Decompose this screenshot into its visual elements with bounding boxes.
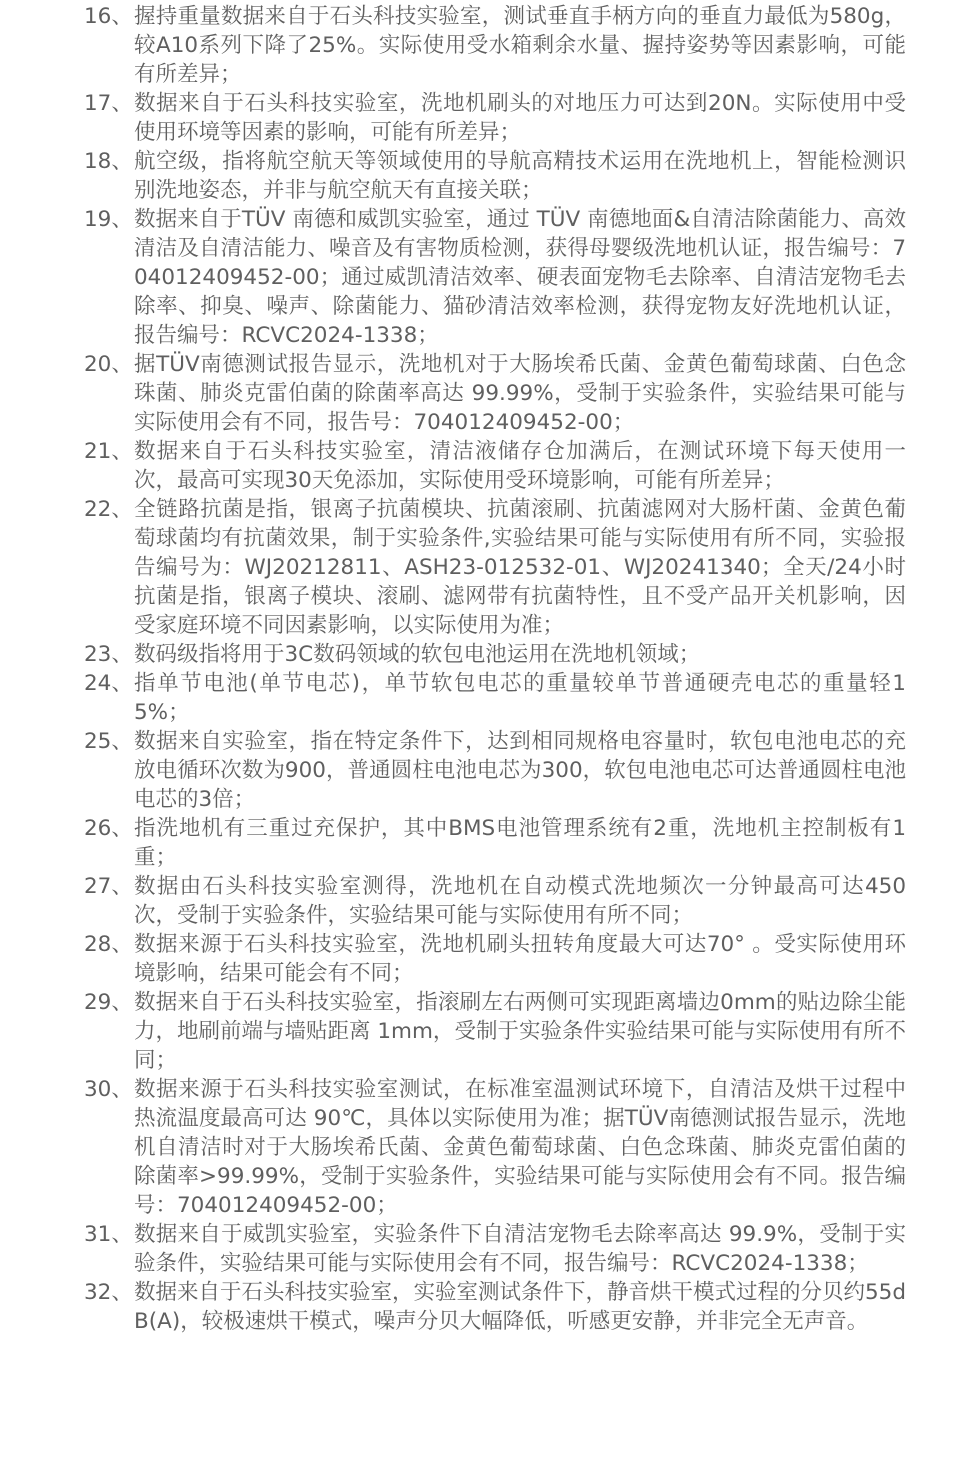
- footnote-text: 数据来自于威凯实验室，实验条件下自清洁宠物毛去除率高达 99.9%，受制于实验条件，实验结果可能与实际使用会有不同，报告编号：RCVC2024-1338；: [134, 1222, 906, 1276]
- footnote-number: 24、: [84, 671, 133, 696]
- footnote-item: [84, 669, 906, 727]
- footnote-text: 指单节电池(单节电芯)，单节软包电芯的重量较单节普通硬壳电芯的重量轻15%；: [134, 671, 906, 725]
- footnote-text: 数据来自实验室，指在特定条件下，达到相同规格电容量时，软包电池电芯的充放电循环次数为900，普通圆柱电池电芯为300，软包电池电芯可达普通圆柱电池电芯的3倍；: [134, 729, 906, 812]
- footnote-number: 31、: [84, 1222, 133, 1247]
- footnote-item: [84, 640, 906, 669]
- footnote-number: 25、: [84, 729, 133, 754]
- footnote-text: 数据来自于石头科技实验室，清洁液储存仓加满后，在测试环境下每天使用一次，最高可实现30天免添加，实际使用受环境影响，可能有所差异；: [134, 439, 906, 493]
- footnote-text: 据TÜV南德测试报告显示，洗地机对于大肠埃希氏菌、金黄色葡萄球菌、白色念珠菌、肺炎克雷伯菌的除菌率高达 99.99%，受制于实验条件，实验结果可能与实际使用会有不同，报告号：704012409452-00；: [134, 352, 906, 435]
- footnote-number: 21、: [84, 439, 133, 464]
- footnote-text: 数据来源于石头科技实验室测试，在标准室温测试环境下，自清洁及烘干过程中热流温度最高可达 90℃，具体以实际使用为准；据TÜV南德测试报告显示，洗地机自清洁时对于大肠埃希氏菌、金黄色葡萄球菌、白色念珠菌、肺炎克雷伯菌的除菌率>99.99%，受制于实验条件，实验结果可能与实际使用会有不同。报告编号：704012409452-00；: [134, 1077, 906, 1218]
- footnote-item: [84, 89, 906, 147]
- footnote-item: [84, 988, 906, 1075]
- footnote-item: [84, 1075, 906, 1220]
- footnote-number: 30、: [84, 1077, 133, 1102]
- footnote-number: 22、: [84, 497, 133, 522]
- footnote-text: 数码级指将用于3C数码领域的软包电池运用在洗地机领域；: [134, 642, 701, 667]
- footnote-item: [84, 930, 906, 988]
- footnote-number: 26、: [84, 816, 133, 841]
- footnote-text: 数据来自于石头科技实验室，洗地机刷头的对地压力可达到20N。实际使用中受使用环境等因素的影响，可能有所差异；: [134, 91, 906, 145]
- footnote-text: 握持重量数据来自于石头科技实验室，测试垂直手柄方向的垂直力最低为580g，较A10系列下降了25%。实际使用受水箱剩余水量、握持姿势等因素影响，可能有所差异；: [134, 4, 906, 87]
- footnote-text: 数据来源于石头科技实验室，洗地机刷头扭转角度最大可达70° 。受实际使用环境影响，结果可能会有不同；: [134, 932, 906, 986]
- footnote-number: 20、: [84, 352, 133, 377]
- footnote-item: [84, 205, 906, 350]
- footnote-item: [84, 437, 906, 495]
- footnote-number: 19、: [84, 207, 133, 232]
- footnote-text: 航空级，指将航空航天等领域使用的导航高精技术运用在洗地机上，智能检测识别洗地姿态，并非与航空航天有直接关联；: [134, 149, 906, 203]
- footnote-item: [84, 350, 906, 437]
- footnote-item: [84, 2, 906, 89]
- footnote-item: [84, 147, 906, 205]
- footnote-text: 数据来自于石头科技实验室，指滚刷左右两侧可实现距离墙边0mm的贴边除尘能力，地刷前端与墙贴距离 1mm，受制于实验条件实验结果可能与实际使用有所不同；: [134, 990, 906, 1073]
- footnote-text: 全链路抗菌是指，银离子抗菌模块、抗菌滚刷、抗菌滤网对大肠杆菌、金黄色葡萄球菌均有抗菌效果，制于实验条件,实验结果可能与实际使用有所不同，实验报告编号为：WJ20212811、ASH23-012532-01、WJ20241340；全天/24小时抗菌是指，银离子模块、滚刷、滤网带有抗菌特性，且不受产品开关机影响，因受家庭环境不同因素影响，以实际使用为准；: [134, 497, 906, 638]
- footnote-text: 数据由石头科技实验室测得，洗地机在自动模式洗地频次一分钟最高可达450次，受制于实验条件，实验结果可能与实际使用有所不同；: [134, 874, 906, 928]
- footnote-number: 18、: [84, 149, 133, 174]
- footnote-item: [84, 1278, 906, 1336]
- footnote-number: 28、: [84, 932, 133, 957]
- footnote-number: 29、: [84, 990, 133, 1015]
- footnote-text: 数据来自于TÜV 南德和威凯实验室，通过 TÜV 南德地面&自清洁除菌能力、高效清洁及自清洁能力、噪音及有害物质检测，获得母婴级洗地机认证，报告编号：704012409452-00；通过威凯清洁效率、硬表面宠物毛去除率、自清洁宠物毛去除率、抑臭、噪声、除菌能力、猫砂清洁效率检测，获得宠物友好洗地机认证，报告编号：RCVC2024-1338；: [134, 207, 906, 348]
- footnote-number: 27、: [84, 874, 133, 899]
- footnote-item: [84, 1220, 906, 1278]
- footnote-list: [84, 2, 906, 1336]
- footnote-item: [84, 495, 906, 640]
- footnote-number: 16、: [84, 4, 133, 29]
- footnote-number: 17、: [84, 91, 133, 116]
- footnote-item: [84, 872, 906, 930]
- footnote-number: 23、: [84, 642, 133, 667]
- footnote-number: 32、: [84, 1280, 133, 1305]
- footnote-text: 指洗地机有三重过充保护，其中BMS电池管理系统有2重，洗地机主控制板有1重；: [134, 816, 906, 870]
- footnote-text: 数据来自于石头科技实验室，实验室测试条件下，静音烘干模式过程的分贝约55dB(A)，较极速烘干模式，噪声分贝大幅降低，听感更安静，并非完全无声音。: [134, 1280, 907, 1334]
- footnote-item: [84, 727, 906, 814]
- footnote-item: [84, 814, 906, 872]
